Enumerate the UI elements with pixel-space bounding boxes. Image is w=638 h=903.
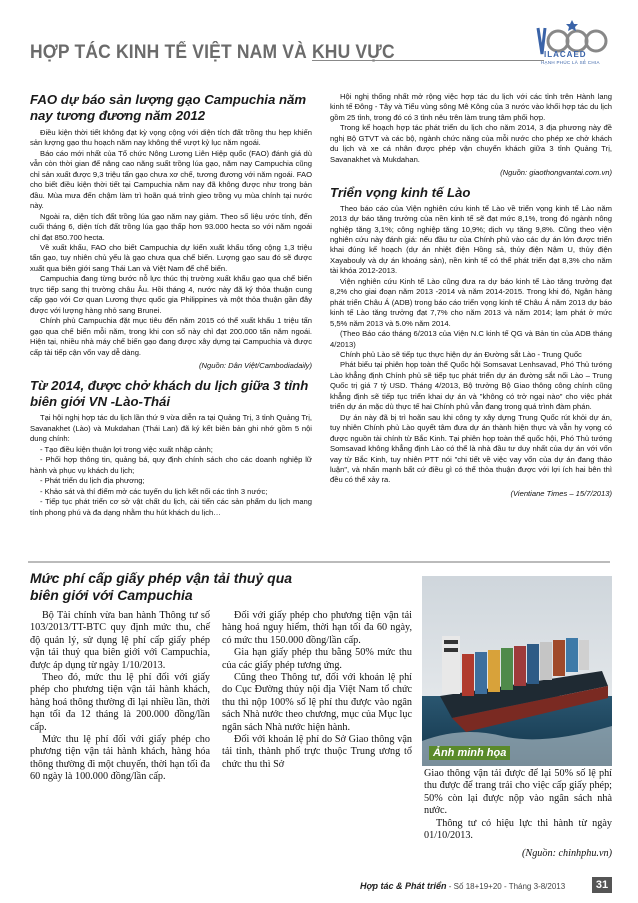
article-title: Từ 2014, được chở khách du lịch giữa 3 tỉnh biên giới VN -Lào-Thái bbox=[30, 378, 309, 410]
section-divider bbox=[28, 561, 610, 563]
paragraph: Campuchia đang từng bước nỗ lực thúc thị trường xuất khẩu gạo qua chế biến trực tiếp sang thị trường châu Âu. Hồi tháng 4, nước này đã ký thỏa thuận cung cấp gạo với Cơ quan Lương thực quốc gia Philippines và một thỏa thuận gần đây được với lượng hàng nhỏ sang Brunei. bbox=[30, 274, 312, 315]
issue-info: - Số 18+19+20 - Tháng 3-8/2013 bbox=[448, 882, 566, 891]
paragraph: (Theo Báo cáo tháng 6/2013 của Viện N.C kinh tế QG và Bản tin của ADB tháng 4/2013) bbox=[330, 329, 612, 349]
paragraph: Bộ Tài chính vừa ban hành Thông tư số 103/2013/TT-BTC quy định mức thu, chế độ quản lý, sử dụng lệ phí cấp giấy phép vận tải thuỷ qua biên giới với Campuchia, được áp dụng từ ngày 1/10/2013. bbox=[30, 610, 210, 671]
paragraph: Điều kiện thời tiết không đạt kỳ vọng cộng với diện tích đất trồng thu hẹp khiến sản lượng gạo thu hoạch năm nay không thể vượt kỷ lục năm ngoái. bbox=[30, 128, 312, 148]
paragraph: Dự án này đã bị trì hoãn sau khi công ty xây dựng Trung Quốc rút khỏi dự án, tuy nhiên Chính phủ Lào quyết tâm đưa dự án thành hiện thực và vẫn hy vọng có được nguồn tài chính từ Bắc Kinh. Tại phiên họp toàn thể quốc hội, Phó Thủ tướng Somsavad không khẳng định Lào có thể là nhà đầu tư duy nhất của dự án với vốn vay từ Bắc Kinh, tuy nhiên PTT nói "chi tiết về việc vay vốn của dự án đang thảo luận", và nhấn mạnh bất cứ điều gì có thể thỏa thuận được với lợi ích hai bên thì đều có thể xảy ra. bbox=[330, 412, 612, 485]
container-ship-image bbox=[422, 576, 612, 766]
article-source: (Nguồn: chinhphu.vn) bbox=[522, 848, 612, 860]
logo-subtitle: HẠNH PHÚC LÀ SẺ CHIA bbox=[541, 60, 600, 65]
paragraph: Thông tư có hiệu lực thi hành từ ngày 01/10/2013. bbox=[424, 817, 612, 842]
paragraph: Chính phủ Campuchia đặt mục tiêu đến năm 2015 có thể xuất khẩu 1 triệu tấn gạo qua chế biến mỗi năm, trong khi con số này chỉ đạt 200.000 tấn năm ngoái. Hiện tại, nhiều nhà máy chế biến gạo đang được xây dựng tại Campuchia và được cấp tài tiếp cận vốn vay dễ dàng. bbox=[30, 316, 312, 357]
paragraph: Báo cáo mới nhất của Tổ chức Nông Lương Liên Hiệp quốc (FAO) đánh giá dù vẫn còn thời gian để nâng cao năng suất trồng lúa gạo, năm nay Campuchia cũng chỉ sản xuất được 9,3 triệu tấn gạo chưa xơ chế, tương đương với năm ngoái. FAO cho biết điều kiện thời tiết tại Campuchia năm nay đã không được như trong bản đầu. Mùa mưa đến chậm làm trì hoãn quá trình gieo trồng vụ mùa chính tại nước này. bbox=[30, 148, 312, 211]
section-title: HỢP TÁC KINH TẾ VIỆT NAM VÀ KHU VỰC bbox=[30, 42, 395, 63]
page-number: 31 bbox=[592, 877, 612, 893]
paragraph: Ngoài ra, diện tích đất trồng lúa gạo năm nay giảm. Theo số liệu ước tính, đến cuối tháng 6, diện tích đất trồng lúa gạo thấp hơn 93.000 hecta so với năm ngoái chỉ đạt 850.700 hecta. bbox=[30, 211, 312, 242]
left-column bbox=[30, 92, 312, 518]
paragraph: Mức thu lệ phí đối với giấy phép cho phương tiện vận tải hành khách, hàng hóa thông thường đi một chuyến, thời hạn tối đa 60 ngày là 100.000 đồng/lần cấp. bbox=[30, 734, 210, 783]
page-header bbox=[0, 0, 638, 80]
paragraph: Theo đó, mức thu lệ phí đối với giấy phép cho phương tiện vận tải hành khách, hàng hoá thông thường đi lại nhiều lần, thời hạn tối đa 12 tháng là 200.000 đồng/lần cấp. bbox=[30, 672, 210, 733]
paragraph: Về xuất khẩu, FAO cho biết Campuchia dự kiến xuất khẩu tổng cộng 1,3 triệu tấn gạo, tuy nhiên chủ yếu là gạo chưa qua chế biến. Lượng gạo sau đó sẽ được xuất qua biên giới sang Thái Lan và Việt Nam để chế biến. bbox=[30, 242, 312, 273]
paragraph: Đối với giấy phép cho phương tiện vận tải hàng hoá nguy hiểm, thời hạn tối đa 60 ngày, có mức thu 150.000 đồng/lần cấp. bbox=[222, 610, 412, 646]
magazine-name: Hợp tác & Phát triển bbox=[360, 881, 447, 891]
article-source: (Nguồn: Dân Việt/Cambodiadaily) bbox=[199, 360, 312, 370]
photo-caption: Ảnh minh họa bbox=[429, 746, 510, 760]
list-item: - Phát triển du lịch địa phương; bbox=[40, 476, 145, 486]
ship-photo bbox=[422, 576, 612, 766]
paragraph: Viện nghiên cứu Kinh tế Lào cũng đưa ra dự báo kinh tế Lào tăng trưởng đạt 8,2% cho giai đoạn năm 2013 -2014 và năm 2014-2015. Trong khi đó, Ngân hàng phát triển Châu Á (ADB) trong báo cáo triển vọng kinh tế Châu Á năm 2013 dự báo kinh tế Lào tăng trưởng đạt 7,7% cho năm 2013 và năm 2014; lạm phát ở mức 5,5% năm 2013 và 5.0% năm 2014. bbox=[330, 276, 612, 328]
list-item: - Tạo điều kiện thuận lợi trong việc xuất nhập cảnh; bbox=[40, 444, 213, 454]
footer-text bbox=[360, 881, 565, 891]
list-item: - Phối hợp thông tin, quảng bá, quy định chính sách cho các doanh nghiệp lữ hành và phục vụ khách du lịch; bbox=[30, 455, 312, 475]
article-title: Triển vọng kinh tế Lào bbox=[330, 184, 471, 200]
sub-heading: Chính phủ Lào sẽ tiếp tục thực hiện dự án Đường sắt Lào - Trung Quốc bbox=[340, 349, 582, 359]
bottom-column-2 bbox=[222, 610, 412, 771]
paragraph: Cũng theo Thông tư, đối với khoản lệ phí do Cục Đường thủy nội địa Việt Nam tổ chức thu thì nộp 100% số lệ phí thu được vào ngân sách Nhà nước theo chương, mục của Mục lục ngân sách Nhà nước hiện hành. bbox=[222, 672, 412, 733]
logo-text: ILACAED bbox=[544, 50, 587, 59]
paragraph: Hội nghị thống nhất mở rộng việc hợp tác du lịch với các tỉnh trên Hành lang kinh tế Đông - Tây và Tiểu vùng sông Mê Kông của 3 nước vào khối hợp tác du lịch gồm 25 tỉnh, trong đó có 3 tỉnh nêu trên làm trung tâm phối hợp. bbox=[330, 92, 612, 122]
paragraph: Trong kế hoạch hợp tác phát triển du lịch cho năm 2014, 3 địa phương này đề nghị Bộ GTVT và các bộ, ngành chức năng của mỗi nước cho phép xe chở khách du lịch và xe cá nhân được phép vận chuyển khách giữa 3 tỉnh Quảng Trị, Savanakhet và Mukdahan. bbox=[330, 123, 612, 164]
paragraph: Đối với khoản lệ phí do Sở Giao thông vận tải tỉnh, thành phố trực thuộc Trung ương tổ chức thu thì Sở bbox=[222, 734, 412, 770]
article-source: (Vientiane Times – 15/7/2013) bbox=[510, 488, 612, 498]
header-rule bbox=[312, 60, 544, 61]
bottom-column-3 bbox=[424, 768, 612, 861]
paragraph: Theo báo cáo của Viện nghiên cứu kinh tế Lào về triển vọng kinh tế Lào năm 2013 dự báo tăng trưởng của nền kinh tế sẽ đạt mức 8,1%, trong đó ngành nông nghiệp tăng 3,1%; công nghiệp tăng 10,9%; dịch vụ tăng 9,8%. Cũng theo viện nghiên cứu này đánh giá: nếu đầu tư của Chính phủ vào các dự án lớn được triển khai đúng kế hoạch (dự án nhiệt điện Hồng sả, thủy điện Nậm U, thủy điện Xayabouly và dự án khoáng sản), nền kinh tế có thể phát triển đạt 8,3% cho năm tài khóa 2012-2013. bbox=[330, 203, 612, 276]
bottom-column-1 bbox=[30, 610, 210, 784]
article-title: FAO dự báo sản lượng gạo Campuchia năm nay tương đương năm 2012 bbox=[30, 92, 307, 123]
article-title: Mức phí cấp giấy phép vận tải thuỷ qua biên giới với Campuchia bbox=[30, 570, 293, 603]
paragraph: Phát biểu tại phiên họp toàn thể Quốc hội Somsavat Lenhsavad, Phó Thủ tướng Lào khẳng định Chính phủ sẽ tiếp tục phát triển dự án đường sắt nối Lào – Trung Quốc trị giá 7 tỷ USD. Tháng 4/2013, Bộ trưởng Bộ Giao thông công chính cũng khẳng định sẽ tiếp tục triển khai dự án và "không có trở ngại nào" cho việc phát triển dự án mặc dù thực tế hai Chính phủ vẫn đang trong quá trình đàm phán. bbox=[330, 360, 612, 412]
page-footer bbox=[360, 875, 612, 895]
right-column bbox=[330, 92, 612, 499]
paragraph: Giao thông vận tải được để lại 50% số lệ phí thu được để trang trải cho việc cấp giấy phép; 50% còn lại được nộp vào ngân sách nhà nước. bbox=[424, 768, 612, 817]
list-item: - Khảo sát và thí điểm mở các tuyến du lịch kết nối các tỉnh 3 nước; bbox=[40, 486, 268, 496]
article-source: (Nguồn: giaothongvantai.com.vn) bbox=[500, 168, 612, 178]
list-item: - Tiếp tục phát triển cơ sở vật chất du lịch, cải tiến các sản phẩm du lịch mang tính phong phú và đa dạng nhằm thu hút khách du lịch… bbox=[30, 497, 312, 517]
paragraph: Gia hạn giấy phép thu bằng 50% mức thu của các giấy phép tương ứng. bbox=[222, 647, 412, 671]
paragraph: Tại hội nghị hợp tác du lịch lần thứ 9 vừa diễn ra tại Quảng Trị, 3 tỉnh Quảng Trị, Savanakhet (Lào) và Mukdahan (Thái Lan) đã ký kết biên bản ghi nhớ gồm 5 nội dung chính: bbox=[30, 413, 312, 444]
